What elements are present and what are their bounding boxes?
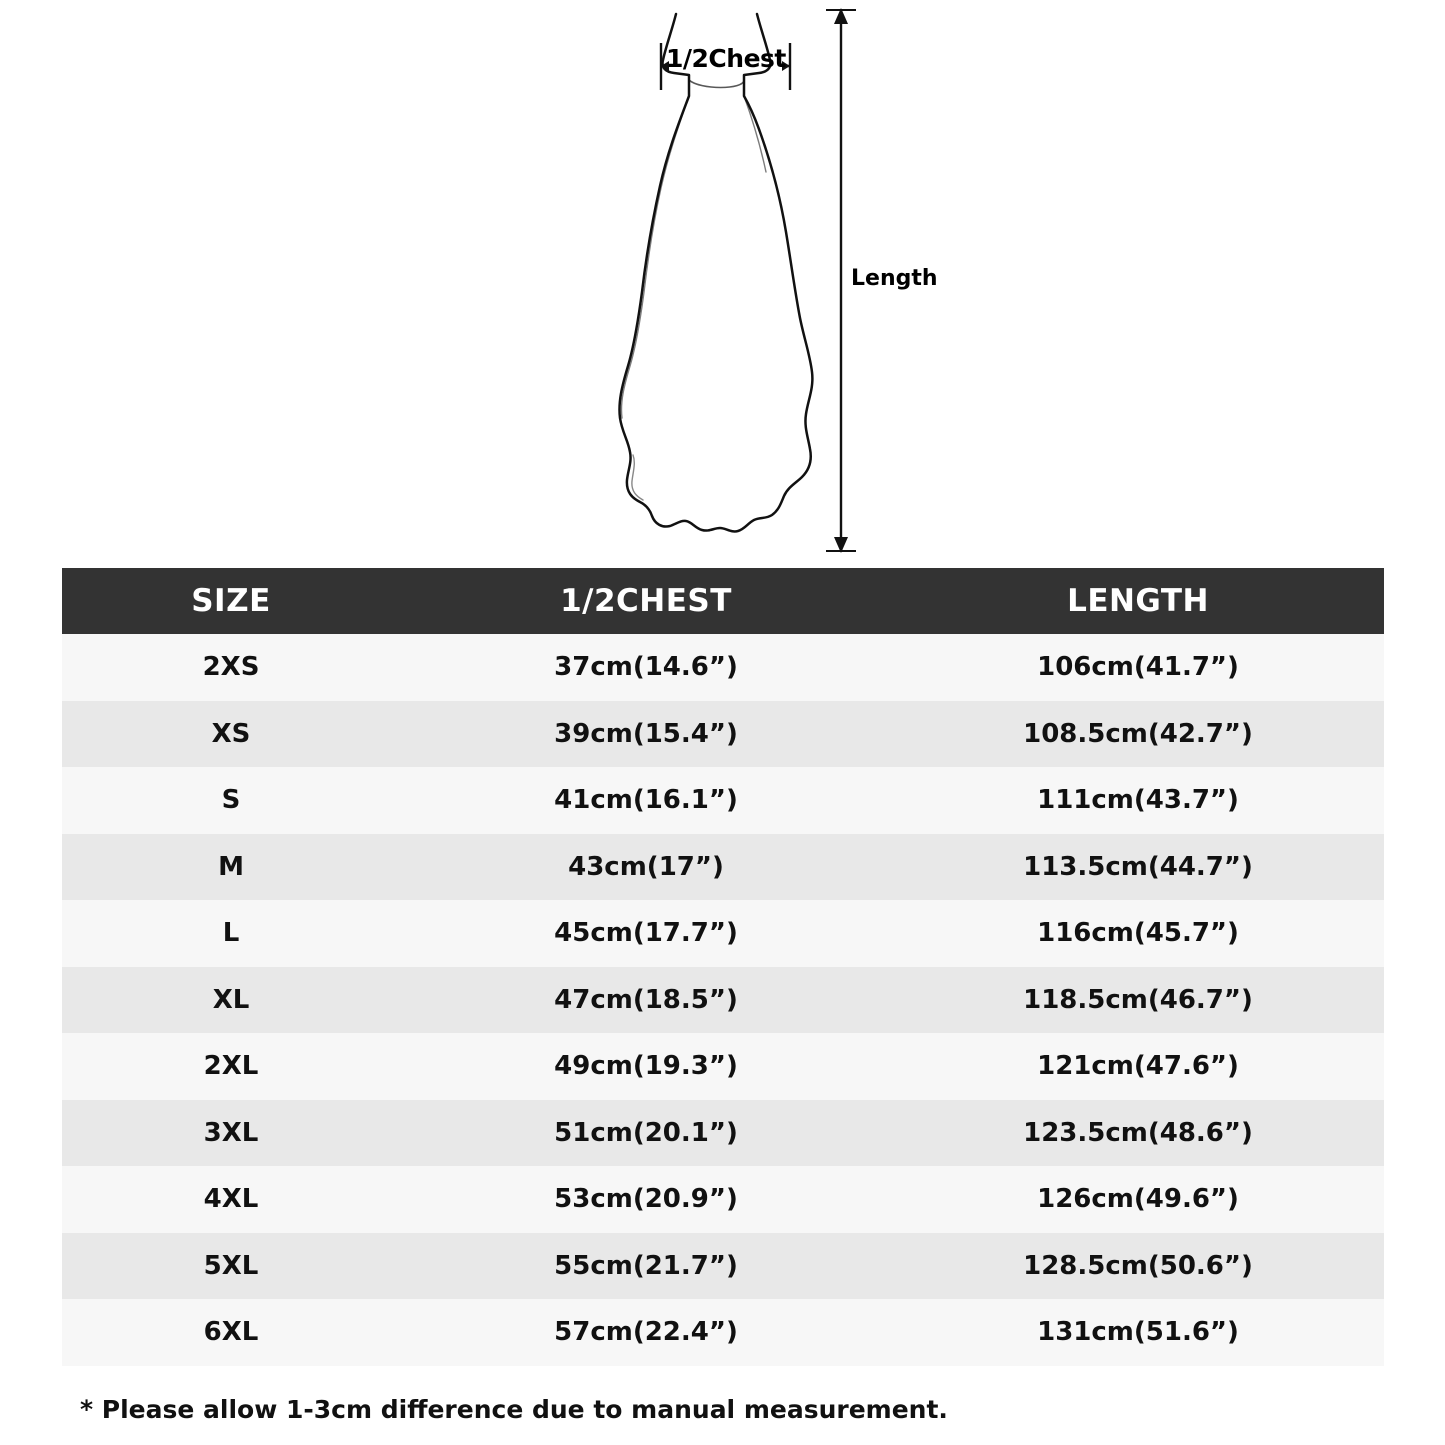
column-header-length: LENGTH xyxy=(892,568,1384,634)
cell-size: 3XL xyxy=(62,1100,400,1167)
table-row xyxy=(62,1166,1384,1233)
cell-size: 2XS xyxy=(62,634,400,701)
cell-chest: 39cm(15.4”) xyxy=(400,701,892,768)
cell-chest: 51cm(20.1”) xyxy=(400,1100,892,1167)
cell-size: M xyxy=(62,834,400,901)
cell-length: 113.5cm(44.7”) xyxy=(892,834,1384,901)
table-row xyxy=(62,1100,1384,1167)
size-table-container xyxy=(62,568,1384,1366)
table-row xyxy=(62,701,1384,768)
cell-length: 131cm(51.6”) xyxy=(892,1299,1384,1366)
cell-size: XL xyxy=(62,967,400,1034)
cell-size: S xyxy=(62,767,400,834)
cell-chest: 53cm(20.9”) xyxy=(400,1166,892,1233)
table-row xyxy=(62,834,1384,901)
cell-chest: 57cm(22.4”) xyxy=(400,1299,892,1366)
column-header-chest: 1/2CHEST xyxy=(400,568,892,634)
cell-size: 2XL xyxy=(62,1033,400,1100)
cell-chest: 41cm(16.1”) xyxy=(400,767,892,834)
measurement-note: * Please allow 1-3cm difference due to manual measurement. xyxy=(80,1395,948,1424)
length-measure-label: Length xyxy=(851,266,938,291)
chest-measure-label: 1/2Chest xyxy=(666,44,786,73)
cell-length: 106cm(41.7”) xyxy=(892,634,1384,701)
cell-length: 126cm(49.6”) xyxy=(892,1166,1384,1233)
cell-chest: 49cm(19.3”) xyxy=(400,1033,892,1100)
garment-diagram xyxy=(0,0,1445,568)
cell-chest: 55cm(21.7”) xyxy=(400,1233,892,1300)
cell-length: 128.5cm(50.6”) xyxy=(892,1233,1384,1300)
cell-size: 6XL xyxy=(62,1299,400,1366)
table-header-row xyxy=(62,568,1384,634)
cell-size: 5XL xyxy=(62,1233,400,1300)
cell-chest: 37cm(14.6”) xyxy=(400,634,892,701)
cell-chest: 45cm(17.7”) xyxy=(400,900,892,967)
cell-length: 111cm(43.7”) xyxy=(892,767,1384,834)
cell-size: L xyxy=(62,900,400,967)
dress-outline-svg xyxy=(0,0,1445,568)
size-table xyxy=(62,568,1384,1366)
cell-length: 118.5cm(46.7”) xyxy=(892,967,1384,1034)
table-row xyxy=(62,900,1384,967)
cell-length: 123.5cm(48.6”) xyxy=(892,1100,1384,1167)
table-row xyxy=(62,967,1384,1034)
cell-chest: 43cm(17”) xyxy=(400,834,892,901)
table-row xyxy=(62,1233,1384,1300)
table-row xyxy=(62,1299,1384,1366)
dress-silhouette-icon xyxy=(619,14,812,531)
size-table-body xyxy=(62,634,1384,1366)
table-row xyxy=(62,767,1384,834)
cell-length: 116cm(45.7”) xyxy=(892,900,1384,967)
cell-size: 4XL xyxy=(62,1166,400,1233)
cell-length: 108.5cm(42.7”) xyxy=(892,701,1384,768)
cell-length: 121cm(47.6”) xyxy=(892,1033,1384,1100)
column-header-size: SIZE xyxy=(62,568,400,634)
table-row xyxy=(62,1033,1384,1100)
cell-chest: 47cm(18.5”) xyxy=(400,967,892,1034)
cell-size: XS xyxy=(62,701,400,768)
size-table-head xyxy=(62,568,1384,634)
table-row xyxy=(62,634,1384,701)
